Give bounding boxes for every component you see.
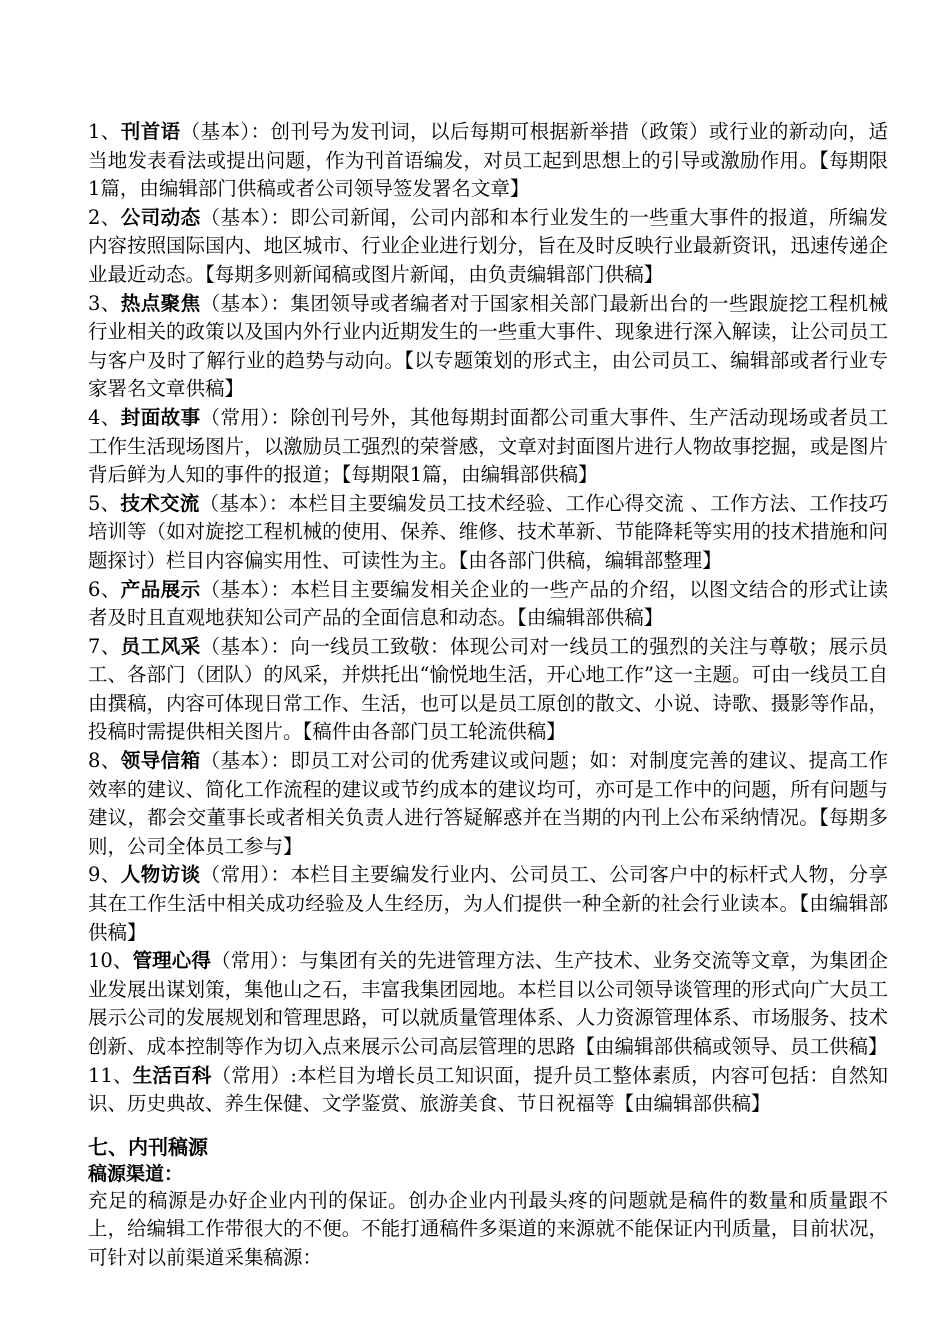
- item-body: （常用）：本栏目主要编发行业内、公司员工、公司客户中的标杆式人物，分享其在工作生活中相关成功经验及人生经历，为人们提供一种全新的社会行业读本。【由编辑部供稿】: [88, 863, 888, 944]
- list-item: [88, 1062, 888, 1119]
- list-item: [88, 290, 888, 404]
- section-title: 七、内刊稿源: [88, 1134, 208, 1159]
- item-body: （常用）：除创刊号外，其他每期封面都公司重大事件、生产活动现场或者员工工作生活现场图片，以激励员工强烈的荣誉感，文章对封面图片进行人物故事挖掘，或是图片背后鲜为人知的事件的报道；【每期限1篇，由编辑部供稿】: [88, 405, 888, 487]
- item-title: 人物访谈: [120, 863, 201, 887]
- item-body: （常用）：与集团有关的先进管理方法、生产技术、业务交流等文章，为集团企业发展出谋划策，集他山之石，丰富我集团园地。本栏目以公司领导谈管理的形式向广大员工展示公司的发展规划和管理思路，可以就质量管理体系、人力资源管理体系、市场服务、技术创新、成本控制等作为切入点来展示公司高层管理的思路【由编辑部供稿或领导、员工供稿】: [88, 949, 888, 1058]
- item-title: 管理心得: [132, 949, 212, 973]
- item-title: 生活百科: [132, 1063, 212, 1087]
- item-body: （基本）：集团领导或者编者对于国家相关部门最新出台的一些跟旋挖工程机械行业相关的政策以及国内外行业内近期发生的一些重大事件、现象进行深入解读，让公司员工与客户及时了解行业的趋势与动向。【以专题策划的形式主，由公司员工、编辑部或者行业专家署名文章供稿】: [88, 291, 888, 401]
- list-item: [88, 747, 888, 861]
- item-title: 热点聚焦: [120, 291, 201, 315]
- item-number: 6、: [88, 577, 121, 601]
- item-number: 4、: [88, 405, 121, 429]
- item-body: （基本）：即公司新闻，公司内部和本行业发生的一些重大事件的报道，所编发内容按照国际国内、地区城市、行业企业进行划分，旨在及时反映行业最新资讯，迅速传递企业最近动态。【每期多则新闻稿或图片新闻，由负责编辑部门供稿】: [88, 205, 888, 286]
- section-sources: [88, 1133, 888, 1273]
- section-paragraph: 充足的稿源是办好企业内刊的保证。创办企业内刊最头疼的问题就是稿件的数量和质量跟不上，给编辑工作带很大的不便。不能打通稿件多渠道的来源就不能保证内刊质量，目前状况，可针对以前渠道采集稿源：: [88, 1188, 888, 1269]
- item-body: （基本）：即员工对公司的优秀建议或问题；如：对制度完善的建议、提高工作效率的建议、简化工作流程的建议或节约成本的建议均可，亦可是工作中的问题，所有问题与建议，都会交董事长或者相关负责人进行答疑解惑并在当期的内刊上公布采纳情况。【每期多则，公司全体员工参与】: [88, 749, 888, 858]
- item-title: 封面故事: [120, 405, 201, 429]
- item-number: 3、: [88, 291, 121, 315]
- item-number: 8、: [88, 749, 121, 773]
- section-subtitle: 稿源渠道：: [88, 1162, 184, 1185]
- item-body: （基本）：本栏目主要编发相关企业的一些产品的介绍，以图文结合的形式让读者及时且直观地获知公司产品的全面信息和动态。【由编辑部供稿】: [88, 577, 888, 630]
- item-title: 领导信箱: [120, 749, 201, 773]
- list-item: [88, 861, 888, 947]
- item-title: 员工风采: [120, 634, 201, 658]
- list-item: [88, 633, 888, 747]
- item-body: （基本）：本栏目主要编发员工技术经验、工作心得交流 、工作方法、工作技巧培训等（如对旋挖工程机械的使用、保养、维修、技术革新、节能降耗等实用的技术措施和问题探讨）栏目内容偏实用性、可读性为主。【由各部门供稿，编辑部整理】: [88, 491, 888, 572]
- item-title: 产品展示: [120, 577, 201, 601]
- item-title: 刊首语: [120, 120, 181, 143]
- item-number: 5、: [88, 491, 121, 515]
- item-title: 公司动态: [120, 205, 201, 229]
- item-number: 7、: [88, 634, 121, 658]
- item-body: （基本）：向一线员工致敬：体现公司对一线员工的强烈的关注与尊敬；展示员工、各部门（团队）的风采，并烘托出“愉悦地生活，开心地工作”这一主题。可由一线员工自由撰稿，内容可体现日常工作、生活，也可以是员工原创的散文、小说、诗歌、摄影等作品，投稿时需提供相关图片。【稿件由各部门员工轮流供稿】: [88, 634, 888, 744]
- item-number: 10、: [88, 949, 133, 973]
- list-item: [88, 947, 888, 1061]
- item-number: 11、: [88, 1063, 133, 1087]
- list-item: [88, 204, 888, 290]
- item-number: 9、: [88, 863, 121, 887]
- item-body: （常用）:本栏目为增长员工知识面，提升员工整体素质，内容可包括：自然知识、历史典故、养生保健、文学鉴赏、旅游美食、节日祝福等【由编辑部供稿】: [88, 1063, 888, 1116]
- item-title: 技术交流: [120, 491, 200, 515]
- list-item: [88, 576, 888, 633]
- list-item: [88, 404, 888, 490]
- item-body: （基本）：创刊号为发刊词，以后每期可根据新举措（政策）或行业的新动向，适当地发表看法或提出问题，作为刊首语编发，对员工起到思想上的引导或激励作用。【每期限1篇，由编辑部门供稿或者公司领导签发署名文章】: [88, 120, 888, 201]
- list-item: [88, 118, 888, 204]
- document-page: [88, 118, 888, 1273]
- item-number: 2、: [88, 205, 121, 229]
- column-list: [88, 118, 888, 1119]
- item-number: 1、: [88, 120, 121, 143]
- list-item: [88, 490, 888, 576]
